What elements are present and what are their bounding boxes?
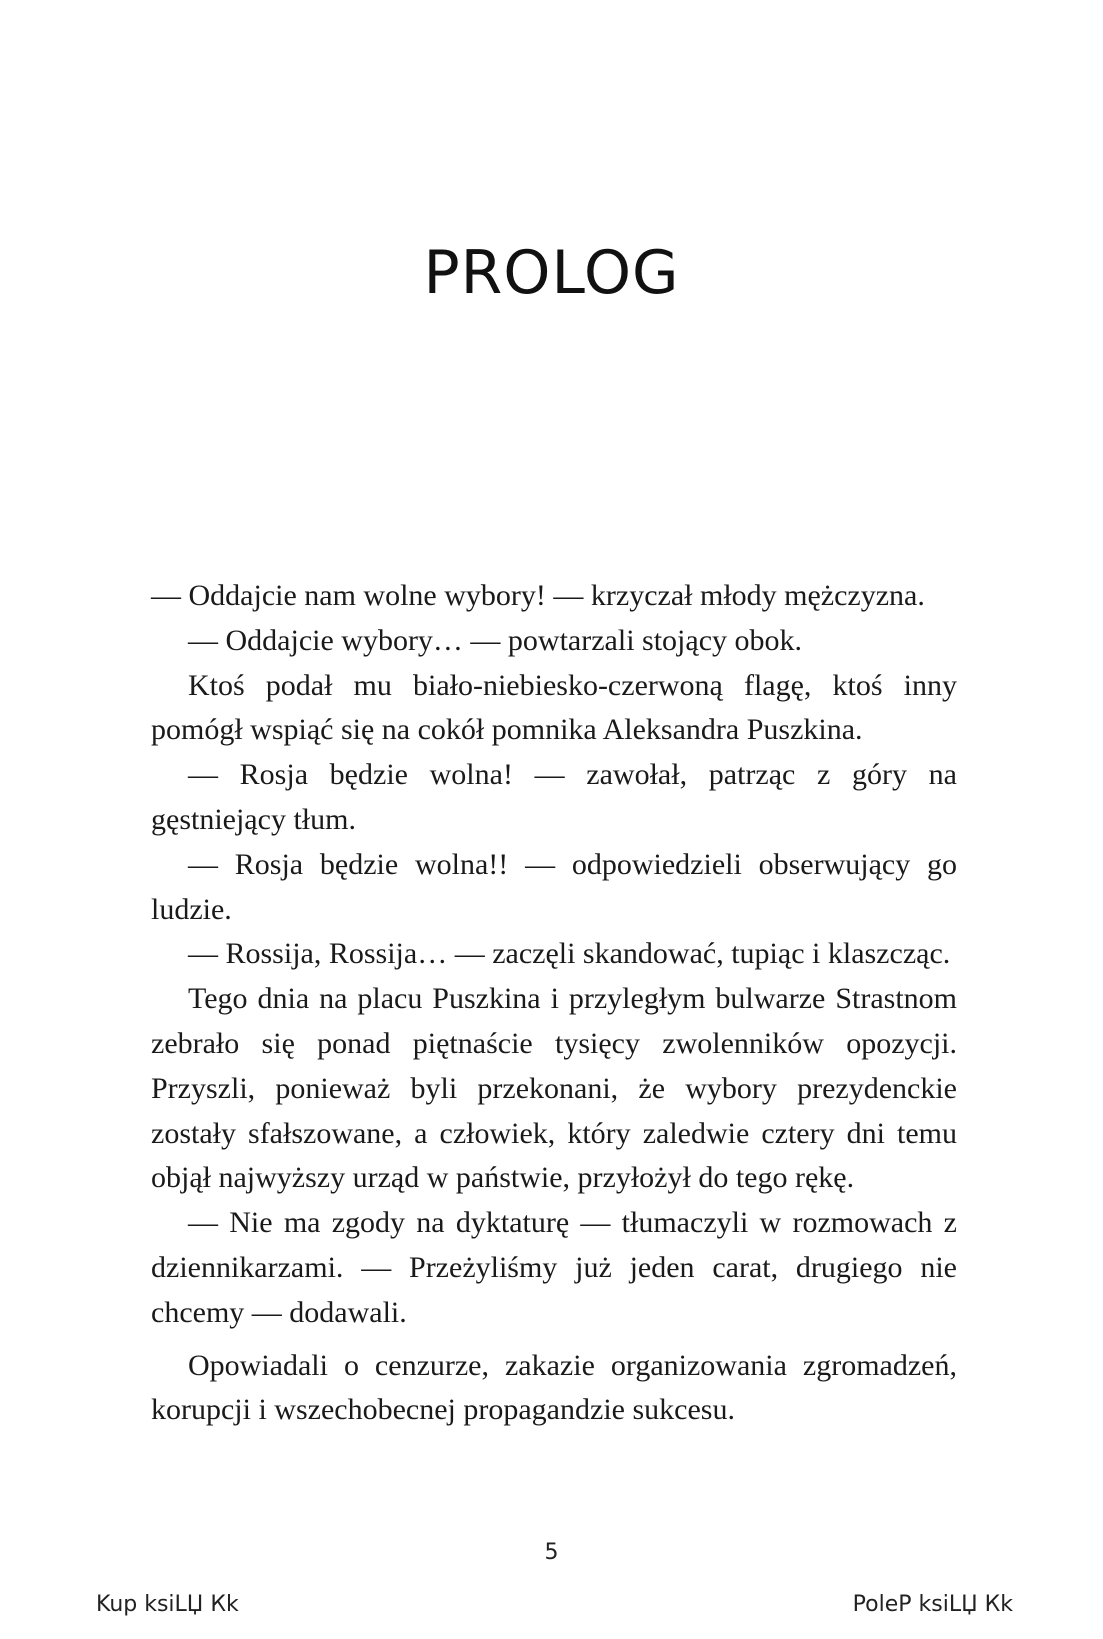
paragraph-4: — Rosja będzie wolna! — zawołał, patrząc z góry na gęstniejący tłum. bbox=[151, 758, 957, 836]
chapter-title: PROLOG bbox=[423, 238, 680, 308]
paragraph-9: Opowiadali o cenzurze, zakazie organizowania zgromadzeń, korupcji i wszechobecnej propagandzie sukcesu. bbox=[151, 1348, 957, 1427]
footer-recommend-book-link[interactable]: PoleP ksiLЏ Кk bbox=[852, 1592, 1013, 1617]
body-text bbox=[151, 574, 957, 1433]
paragraph-6: — Rossija, Rossija… — zaczęli skandować, tupiąc i klaszcząc. bbox=[188, 937, 951, 971]
paragraph-1: — Oddajcie nam wolne wybory! — krzyczał młody mężczyzna. bbox=[151, 579, 925, 612]
paragraph-8: — Nie ma zgody na dyktaturę — tłumaczyli w rozmowach z dziennikarzami. — Przeżyliśmy już jeden carat, drugiego nie chcemy — dodawali. bbox=[151, 1206, 957, 1329]
page-number: 5 bbox=[544, 1540, 559, 1565]
footer-buy-book-link[interactable]: Kup ksiLЏ Кk bbox=[96, 1592, 239, 1617]
paragraph-2: — Oddajcie wybory… — powtarzali stojący obok. bbox=[188, 623, 803, 657]
paragraph-3: Ktoś podał mu biało-niebiesko-czerwoną flagę, ktoś inny pomógł wspiąć się na cokół pomnika Aleksandra Puszkina. bbox=[151, 668, 957, 747]
paragraph-5: — Rosja będzie wolna!! — odpowiedzieli obserwujący go ludzie. bbox=[151, 847, 957, 926]
paragraph-7: Tego dnia na placu Puszkina i przyległym bulwarze Strastnom zebrało się ponad piętnaście tysięcy zwolenników opozycji. Przyszli, ponieważ byli przekonani, że wybory prezydenckie zostały sfałszowane, a człowiek, który zaledwie cztery dni temu objął najwyższy urząd w państwie, przyłożył do tego rękę. bbox=[151, 982, 957, 1195]
